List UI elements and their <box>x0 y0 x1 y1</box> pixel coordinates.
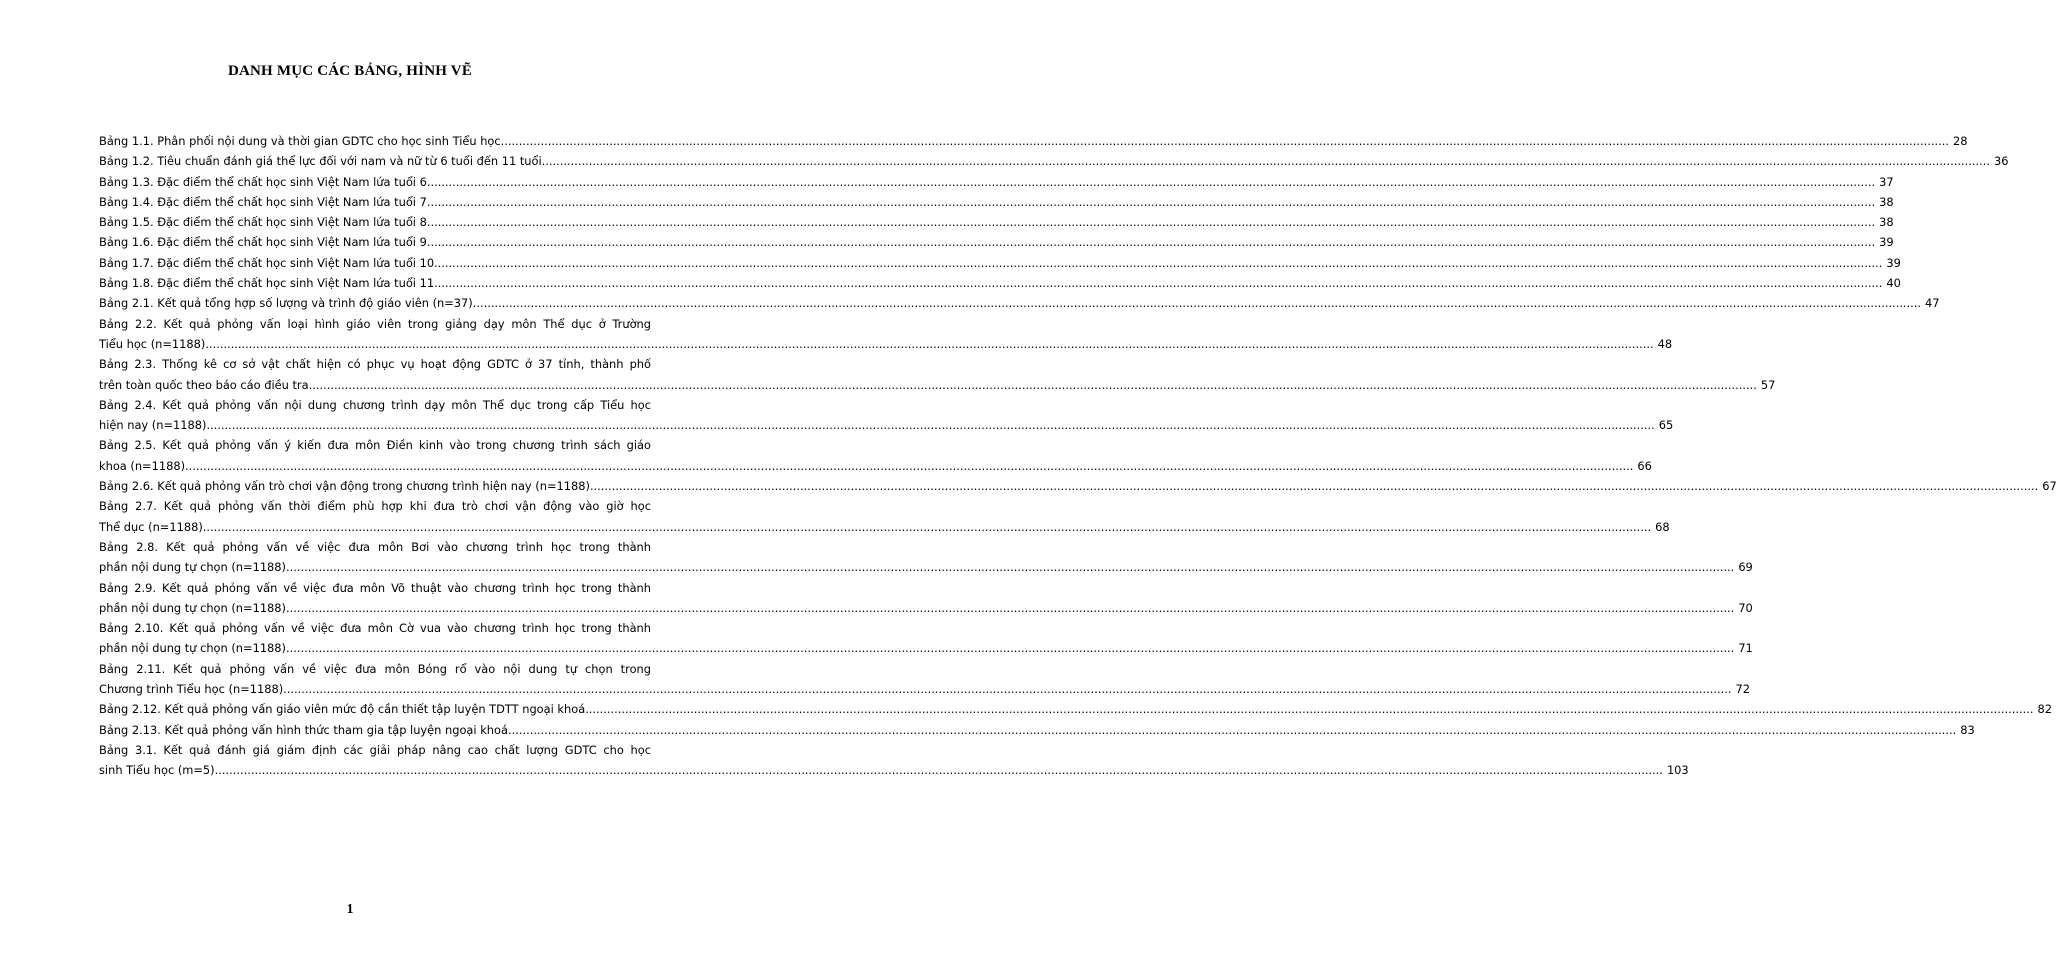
toc-entry-text: Bảng 2.3. Thống kê cơ sở vật chất hiện có phục vụ hoạt động GDTC ở 37 tỉnh, thành phố <box>99 357 651 372</box>
toc-entry-line <box>99 172 1894 192</box>
toc-entry-text: Bảng 2.10. Kết quả phỏng vấn về việc đưa môn Cờ vua vào chương trình học trong thành <box>99 621 651 636</box>
toc-entry-line <box>99 375 1776 395</box>
dot-leader: ................................................................................................................................................................................................................................................................................................................................................................................................................ <box>214 763 1663 778</box>
toc-entry-line <box>99 293 1940 313</box>
toc-entry-text: Thể dục (n=1188) <box>99 519 203 534</box>
toc-page-number: 82 <box>2037 702 2052 717</box>
toc-entry-text: Bảng 2.2. Kết quả phỏng vấn loại hình giáo viên trong giảng dạy môn Thể dục ở Trường <box>99 316 651 331</box>
toc-entry-text: khoa (n=1188) <box>99 458 186 473</box>
toc-entry <box>99 172 1894 192</box>
toc-entry-line <box>99 334 1673 354</box>
toc-entry-line <box>99 476 2057 496</box>
toc-entry-text: Bảng 2.5. Kết quả phỏng vấn ý kiến đưa môn Điền kinh vào trong chương trình sách giáo <box>99 438 651 453</box>
toc-entry-text: Bảng 1.4. Đặc điểm thể chất học sinh Việt Nam lứa tuổi 7 <box>99 194 427 209</box>
toc-page-number: 103 <box>1666 763 1689 778</box>
dot-leader: ................................................................................................................................................................................................................................................................................................................................................................................................................ <box>286 641 1735 656</box>
dot-leader: ................................................................................................................................................................................................................................................................................................................................................................................................................ <box>472 296 1922 311</box>
toc-entry <box>99 253 1901 273</box>
dot-leader: ................................................................................................................................................................................................................................................................................................................................................................................................................ <box>434 255 1883 270</box>
toc-entry-line <box>99 232 1894 252</box>
toc-entry-text: Chương trình Tiểu học (n=1188) <box>99 682 284 697</box>
toc-entry-line <box>99 557 1753 577</box>
dot-leader: ................................................................................................................................................................................................................................................................................................................................................................................................................ <box>185 458 1634 473</box>
toc-entry <box>99 354 1776 395</box>
toc-entry-text: Bảng 1.5. Đặc điểm thể chất học sinh Việt Nam lứa tuổi 8 <box>99 215 427 230</box>
toc-entry-line <box>99 760 1689 780</box>
toc-entry <box>99 192 1894 212</box>
toc-page-number: 28 <box>1952 134 1968 148</box>
toc-entry-line <box>99 131 1968 151</box>
table-list <box>99 131 2057 781</box>
toc-entry <box>99 293 1940 313</box>
toc-entry <box>99 720 1975 740</box>
dot-leader: ................................................................................................................................................................................................................................................................................................................................................................................................................ <box>500 134 1949 148</box>
dot-leader: ................................................................................................................................................................................................................................................................................................................................................................................................................ <box>308 377 1757 392</box>
toc-entry-line <box>99 273 1901 293</box>
toc-page-number: 38 <box>1879 215 1894 230</box>
toc-page-number: 37 <box>1879 174 1894 189</box>
toc-page-number: 67 <box>2042 479 2057 494</box>
toc-entry-line <box>99 679 1750 699</box>
dot-leader: ................................................................................................................................................................................................................................................................................................................................................................................................................ <box>426 215 1876 230</box>
toc-entry-line <box>99 699 2052 719</box>
dot-leader: ................................................................................................................................................................................................................................................................................................................................................................................................................ <box>283 682 1732 697</box>
dot-leader: ................................................................................................................................................................................................................................................................................................................................................................................................................ <box>286 600 1735 615</box>
toc-entry-text: Bảng 1.2. Tiêu chuẩn đánh giá thể lực đối với nam và nữ từ 6 tuổi đến 11 tuổi <box>99 154 542 169</box>
toc-entry-text: Bảng 2.12. Kết quả phỏng vấn giáo viên mức độ cần thiết tập luyện TDTT ngoại khoá <box>99 702 586 717</box>
toc-entry-line <box>99 151 2009 171</box>
toc-page-number: 57 <box>1760 377 1776 392</box>
toc-entry-text: Bảng 1.6. Đặc điểm thể chất học sinh Việt Nam lứa tuổi 9 <box>99 235 427 250</box>
toc-page-number: 65 <box>1658 418 1674 433</box>
toc-page-number: 83 <box>1960 722 1975 737</box>
toc-page-number: 66 <box>1637 458 1652 473</box>
toc-page-number: 39 <box>1886 255 1901 270</box>
toc-entry-text: Bảng 2.1. Kết quả tổng hợp số lượng và trình độ giáo viên (n=37) <box>99 296 473 311</box>
dot-leader: ................................................................................................................................................................................................................................................................................................................................................................................................................ <box>507 722 1957 737</box>
toc-page-number: 39 <box>1879 235 1894 250</box>
toc-entry-text: Bảng 2.9. Kết quả phỏng vấn về việc đưa môn Võ thuật vào chương trình học trong thành <box>99 580 651 595</box>
toc-page-number: 70 <box>1738 600 1753 615</box>
toc-entry <box>99 740 1689 781</box>
toc-page-number: 71 <box>1738 641 1753 656</box>
toc-entry-line <box>99 212 1894 232</box>
toc-entry <box>99 273 1901 293</box>
toc-page-number: 69 <box>1738 560 1753 575</box>
toc-entry <box>99 395 1674 436</box>
toc-entry-text: phần nội dung tự chọn (n=1188) <box>99 600 286 615</box>
toc-page-number: 38 <box>1879 194 1894 209</box>
toc-entry-line <box>99 415 1674 435</box>
toc-entry <box>99 131 1968 151</box>
toc-entry-text: phần nội dung tự chọn (n=1188) <box>99 560 286 575</box>
toc-entry <box>99 476 2057 496</box>
toc-entry-line <box>99 456 1652 476</box>
toc-entry-text: phần nội dung tự chọn (n=1188) <box>99 641 286 656</box>
toc-entry <box>99 435 1652 476</box>
toc-entry <box>99 212 1894 232</box>
toc-entry-text: Bảng 2.11. Kết quả phỏng vấn về việc đưa môn Bóng rổ vào nội dung tự chọn trong <box>99 661 651 676</box>
toc-entry <box>99 659 1750 700</box>
dot-leader: ................................................................................................................................................................................................................................................................................................................................................................................................................ <box>426 235 1876 250</box>
page-number: 1 <box>346 902 354 917</box>
dot-leader: ................................................................................................................................................................................................................................................................................................................................................................................................................ <box>202 519 1652 534</box>
toc-entry-text: Bảng 3.1. Kết quả đánh giá giám định các giải pháp nâng cao chất lượng GDTC cho học <box>99 742 651 757</box>
toc-entry-text: Bảng 1.8. Đặc điểm thể chất học sinh Việt Nam lứa tuổi 11 <box>99 276 435 291</box>
toc-entry-text: Tiểu học (n=1188) <box>99 336 206 351</box>
toc-page-number: 40 <box>1886 276 1901 291</box>
toc-entry-text: sinh Tiểu học (m=5) <box>99 763 215 778</box>
toc-page-number: 68 <box>1655 519 1670 534</box>
toc-entry-line <box>99 598 1753 618</box>
toc-entry-text: Bảng 1.1. Phân phối nội dung và thời gian GDTC cho học sinh Tiểu học <box>99 134 501 148</box>
dot-leader: ................................................................................................................................................................................................................................................................................................................................................................................................................ <box>206 418 1655 433</box>
dot-leader: ................................................................................................................................................................................................................................................................................................................................................................................................................ <box>589 479 2039 494</box>
toc-entry-text: Bảng 1.7. Đặc điểm thể chất học sinh Việt Nam lứa tuổi 10 <box>99 255 435 270</box>
toc-entry-text: Bảng 2.4. Kết quả phỏng vấn nội dung chương trình dạy môn Thể dục trong cấp Tiểu học <box>99 397 651 412</box>
toc-entry-line <box>99 192 1894 212</box>
toc-entry-text: Bảng 2.6. Kết quả phỏng vấn trò chơi vận động trong chương trình hiện nay (n=1188) <box>99 479 590 494</box>
toc-entry-line <box>99 517 1670 537</box>
toc-entry <box>99 578 1753 619</box>
toc-entry-text: Bảng 2.13. Kết quả phỏng vấn hình thức tham gia tập luyện ngoại khoá <box>99 722 508 737</box>
page-title: DANH MỤC CÁC BẢNG, HÌNH VẼ <box>227 63 473 79</box>
dot-leader: ................................................................................................................................................................................................................................................................................................................................................................................................................ <box>426 194 1876 209</box>
toc-page-number: 47 <box>1925 296 1940 311</box>
dot-leader: ................................................................................................................................................................................................................................................................................................................................................................................................................ <box>205 336 1654 351</box>
dot-leader: ................................................................................................................................................................................................................................................................................................................................................................................................................ <box>434 276 1883 291</box>
dot-leader: ................................................................................................................................................................................................................................................................................................................................................................................................................ <box>585 702 2034 717</box>
toc-entry <box>99 232 1894 252</box>
toc-entry <box>99 496 1670 537</box>
toc-entry-line <box>99 253 1901 273</box>
toc-entry <box>99 699 2052 719</box>
toc-entry-text: trên toàn quốc theo báo cáo điều tra <box>99 377 309 392</box>
toc-page-number: 72 <box>1735 682 1750 697</box>
toc-entry <box>99 537 1753 578</box>
toc-page-number: 48 <box>1657 336 1673 351</box>
dot-leader: ................................................................................................................................................................................................................................................................................................................................................................................................................ <box>286 560 1735 575</box>
toc-entry-text: Bảng 2.7. Kết quả phỏng vấn thời điểm phù hợp khi đưa trò chơi vận động vào giờ học <box>99 499 651 514</box>
toc-entry-text: Bảng 1.3. Đặc điểm thể chất học sinh Việt Nam lứa tuổi 6 <box>99 174 427 189</box>
dot-leader: ................................................................................................................................................................................................................................................................................................................................................................................................................ <box>426 174 1876 189</box>
toc-entry <box>99 314 1673 355</box>
toc-entry <box>99 151 2009 171</box>
dot-leader: ................................................................................................................................................................................................................................................................................................................................................................................................................ <box>541 154 1990 169</box>
toc-entry-line <box>99 638 1753 658</box>
toc-entry-text: Bảng 2.8. Kết quả phỏng vấn về việc đưa môn Bơi vào chương trình học trong thành <box>99 539 651 554</box>
toc-entry <box>99 618 1753 659</box>
toc-entry-text: hiện nay (n=1188) <box>99 418 207 433</box>
toc-page-number: 36 <box>1993 154 2009 169</box>
toc-entry-line <box>99 720 1975 740</box>
